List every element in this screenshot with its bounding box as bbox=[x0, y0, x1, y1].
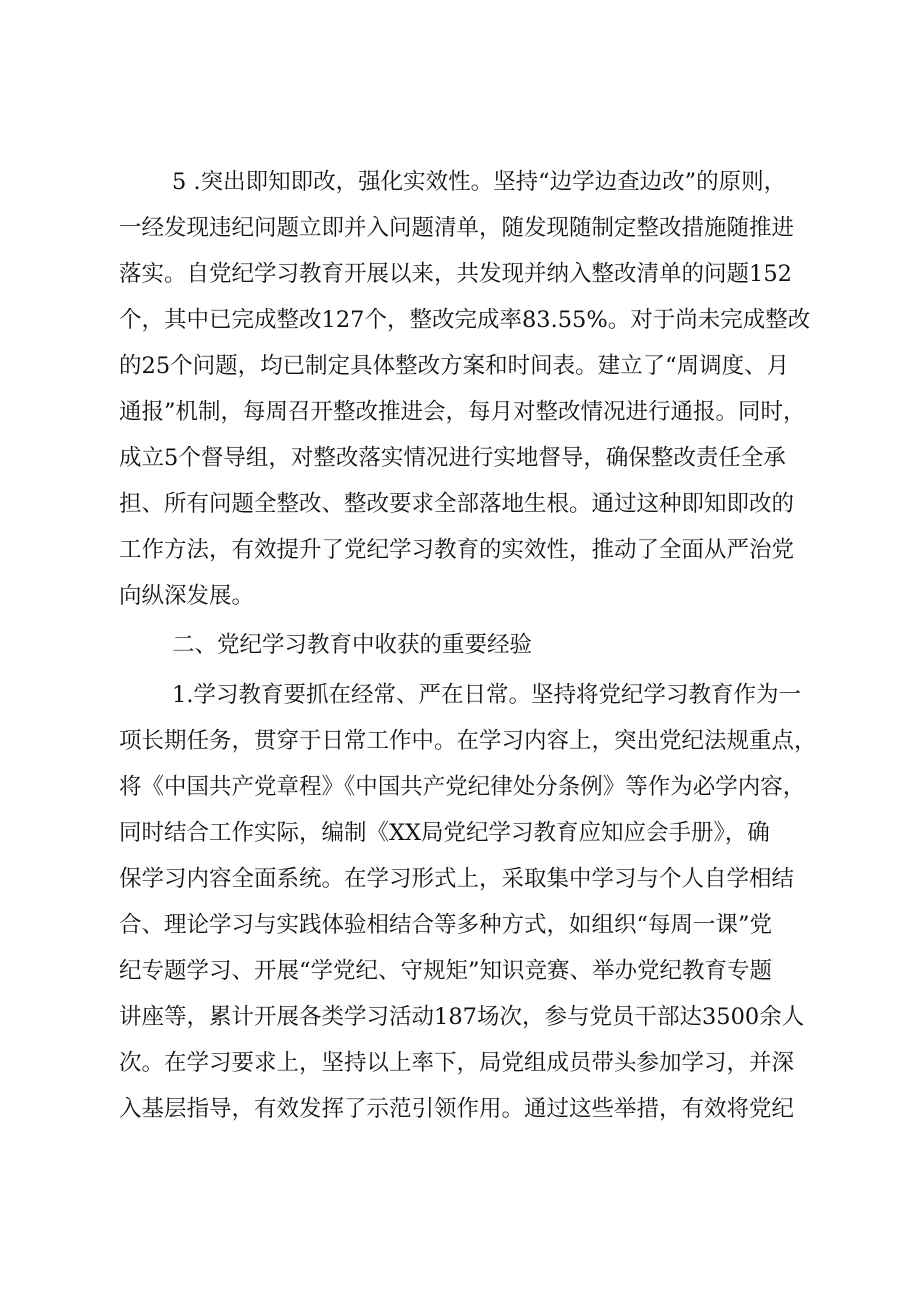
text-line: 入基层指导，有效发挥了示范引领作用。通过这些举措，有效将党纪 bbox=[119, 1096, 795, 1122]
text-line: 一经发现违纪问题立即并入问题清单，随发现随制定整改措施随推进 bbox=[119, 215, 795, 241]
text-line: 合、理论学习与实践体验相结合等多种方式，如组织“每周一课”党 bbox=[119, 912, 773, 938]
text-line: 成立5个督导组，对整改落实情况进行实地督导，确保整改责任全承 bbox=[119, 445, 786, 471]
text-line: 通报”机制，每周召开整改推进会，每月对整改情况进行通报。同时， bbox=[119, 399, 806, 425]
text-line: 的25个问题，均已制定具体整改方案和时间表。建立了“周调度、月 bbox=[119, 353, 790, 379]
text-line: 担、所有问题全整改、整改要求全部落地生根。通过这种即知即改的 bbox=[119, 491, 795, 517]
section-heading: 二、党纪学习教育中收获的重要经验 bbox=[172, 632, 533, 658]
text-line: 向纵深发展。 bbox=[119, 583, 255, 609]
text-line: 1.学习教育要抓在经常、严在日常。坚持将党纪学习教育作为一 bbox=[172, 682, 801, 708]
text-line: 项长期任务，贯穿于日常工作中。在学习内容上，突出党纪法规重点， bbox=[119, 728, 817, 754]
text-line: 个，其中已完成整改127个，整改完成率83.55%。对于尚未完成整改 bbox=[119, 307, 811, 333]
text-line: 纪专题学习、开展“学党纪、守规矩”知识竞赛、举办党纪教育专题 bbox=[119, 958, 773, 984]
text-line: 5 .突出即知即改，强化实效性。坚持“边学边查边改”的原则， bbox=[172, 169, 787, 195]
text-line: 保学习内容全面系统。在学习形式上，采取集中学习与个人自学相结 bbox=[119, 866, 795, 892]
text-line: 同时结合工作实际，编制《XX局党纪学习教育应知应会手册》，确 bbox=[119, 820, 770, 846]
text-line: 落实。自党纪学习教育开展以来，共发现并纳入整改清单的问题152 bbox=[119, 261, 792, 287]
text-line: 次。在学习要求上，坚持以上率下，局党组成员带头参加学习，并深 bbox=[119, 1050, 795, 1076]
text-line: 将《中国共产党章程》《中国共产党纪律处分条例》等作为必学内容， bbox=[119, 774, 806, 800]
text-line: 讲座等，累计开展各类学习活动187场次，参与党员干部达3500余人 bbox=[119, 1004, 805, 1030]
text-line: 工作方法，有效提升了党纪学习教育的实效性，推动了全面从严治党 bbox=[119, 537, 795, 563]
